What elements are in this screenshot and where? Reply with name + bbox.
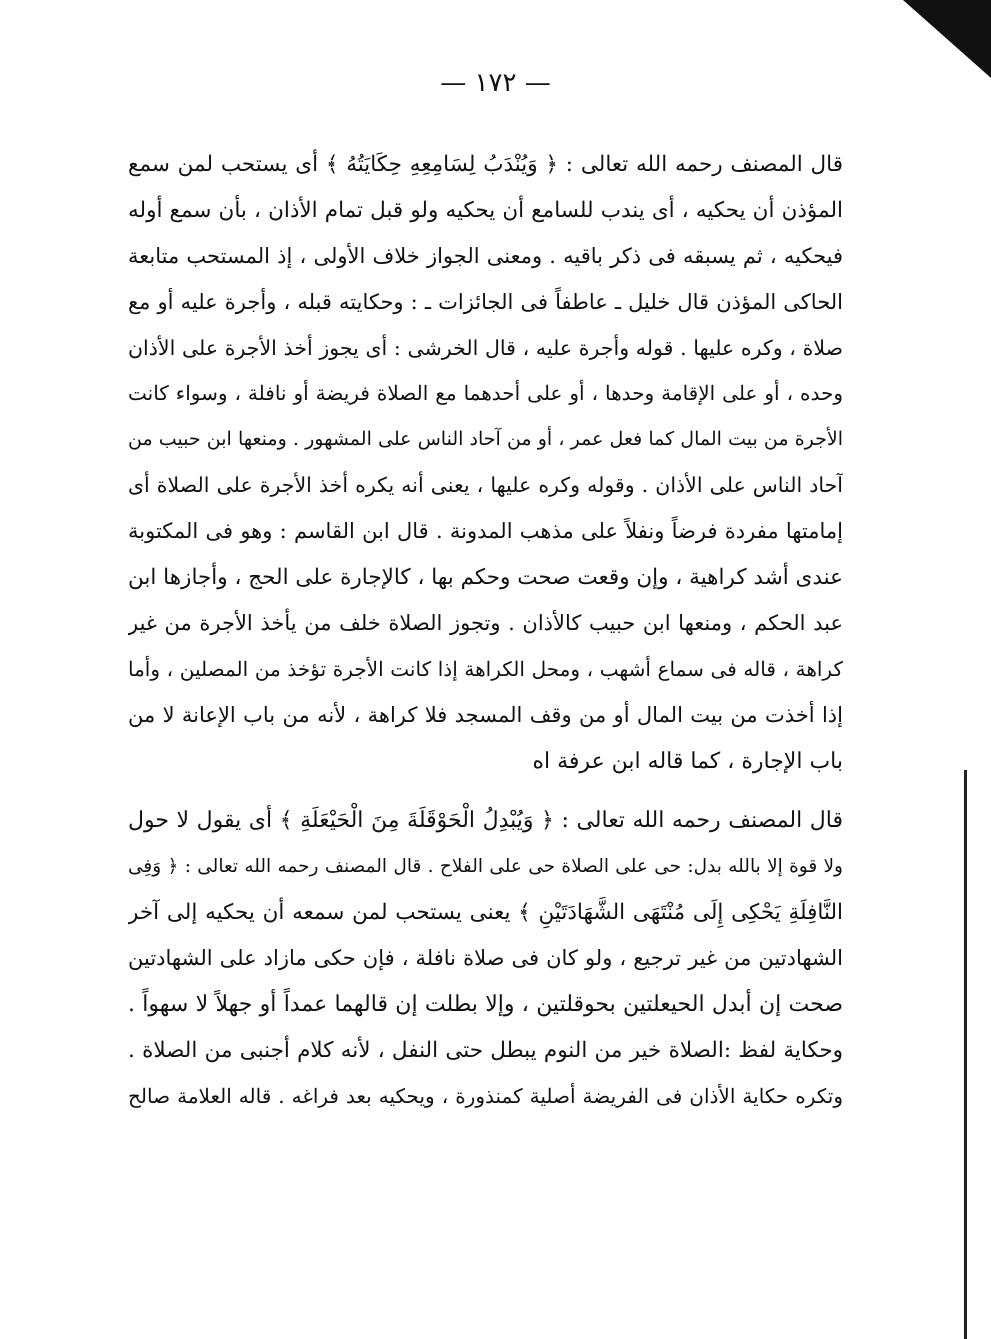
text-line: صحت إن أبدل الحيعلتين بحوقلتين ، وإلا بطلت إن قالهما عمداً أو جهلاً لا سهواً . xyxy=(128,992,843,1018)
text-line: إمامتها مفردة فرضاً ونفلاً على مذهب المدونة . قال ابن القاسم : وهو فى المكتوبة xyxy=(128,519,843,544)
text-line: قال المصنف رحمه الله تعالى : ﴿ وَيُبْدِلُ الْحَوْقَلَةَ مِنَ الْحَيْعَلَةِ ﴾ أى يقول لا حول xyxy=(128,808,843,834)
text-line: وتكره حكاية الأذان فى الفريضة أصلية كمنذورة ، ويحكيه بعد فراغه . قاله العلامة صالح xyxy=(128,1083,843,1108)
text-line: وحكاية لفظ :الصلاة خير من النوم يبطل حتى النفل ، لأنه كلام أجنبى من الصلاة . xyxy=(128,1037,843,1063)
corner-tab-mark xyxy=(903,0,991,78)
text-line: عبد الحكم ، ومنعها ابن حبيب كالأذان . وتجوز الصلاة خلف من يأخذ الأجرة من غير xyxy=(128,610,843,635)
paragraph-gap xyxy=(128,784,843,798)
text-line: آحاد الناس على الأذان . وقوله وكره عليها ، يعنى أنه يكره أخذ الأجرة على الصلاة أى xyxy=(128,473,843,498)
page-edge-line xyxy=(964,770,967,1339)
paragraph xyxy=(128,142,843,784)
text-line: عندى أشد كراهية ، وإن وقعت صحت وحكم بها ، كالإجارة على الحج ، وأجازها ابن xyxy=(128,565,843,591)
body-text xyxy=(128,142,843,1120)
text-line: فيحكيه ، ثم يسبقه فى ذكر باقيه . ومعنى الجواز خلاف الأولى ، إذ المستحب متابعة xyxy=(128,243,843,268)
page-number: — ١٧٢ — xyxy=(440,68,551,98)
text-line: الحاكى المؤذن قال خليل ـ عاطفاً فى الجائزات ـ : وحكايته قبله ، وأجرة عليه أو مع xyxy=(128,289,843,314)
text-line: الشهادتين من غير ترجيع ، ولو كان فى صلاة نافلة ، فإن حكى مازاد على الشهادتين xyxy=(128,946,843,971)
text-line: صلاة ، وكره عليها . قوله وأجرة عليه ، قال الخرشى : أى يجوز أخذ الأجرة على الأذان xyxy=(128,335,843,360)
text-line: النَّافِلَةِ يَحْكِى إِلَى مُنْتَهَى الشَّهَادَتَيْنِ ﴾ يعنى يستحب لمن سمعه أن يحكيه إلى آخر xyxy=(128,900,843,926)
text-line: الأجرة من بيت المال كما فعل عمر ، أو من آحاد الناس على المشهور . ومنعها ابن حبيب من xyxy=(128,428,843,451)
paragraph xyxy=(128,798,843,1119)
text-line: وحده ، أو على الإقامة وحدها ، أو على أحدهما مع الصلاة فريضة أو نافلة ، وسواء كانت xyxy=(128,381,843,406)
text-line: إذا أخذت من بيت المال أو من وقف المسجد فلا كراهة ، لأنه من باب الإعانة لا من xyxy=(128,702,843,727)
text-line: قال المصنف رحمه الله تعالى : ﴿ وَيُنْدَبُ لِسَامِعِهِ حِكَايَتُهُ ﴾ أى يستحب لمن سمع xyxy=(128,152,843,177)
text-line: ولا قوة إلا بالله بدل: حى على الصلاة حى على الفلاح . قال المصنف رحمه الله تعالى : ﴿ وَفِى xyxy=(128,856,843,878)
text-line: المؤذن أن يحكيه ، أى يندب للسامع أن يحكيه ولو قبل تمام الأذان ، بأن سمع أوله xyxy=(128,197,843,223)
text-line: كراهة ، قاله فى سماع أشهب ، ومحل الكراهة إذا كانت الأجرة تؤخذ من المصلين ، وأما xyxy=(128,656,843,681)
text-line: باب الإجارة ، كما قاله ابن عرفة اه xyxy=(532,748,843,774)
